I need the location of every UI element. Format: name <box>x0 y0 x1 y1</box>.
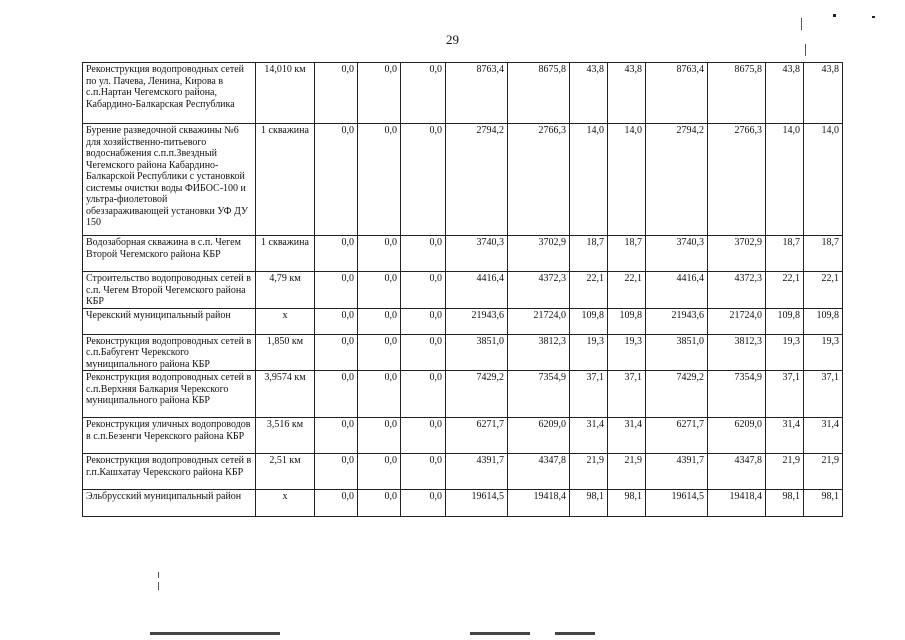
value-cell: 4372,3 <box>708 272 766 309</box>
value-cell: 6209,0 <box>508 418 570 454</box>
object-name-cell: Реконструкция водопроводных сетей в с.п.Бабугент Черекского муниципального района КБР <box>83 334 256 371</box>
value-cell: 0,0 <box>315 334 358 371</box>
value-cell: 21,9 <box>804 454 843 490</box>
value-cell: 0,0 <box>358 454 401 490</box>
value-cell: 2794,2 <box>646 124 708 236</box>
value-cell: 0,0 <box>315 454 358 490</box>
value-cell: 2766,3 <box>708 124 766 236</box>
scan-mark <box>470 632 530 635</box>
table-body <box>83 63 843 517</box>
value-cell: 21,9 <box>570 454 608 490</box>
value-cell: 0,0 <box>401 272 446 309</box>
value-cell: 6271,7 <box>646 418 708 454</box>
value-cell: 0,0 <box>358 236 401 272</box>
value-cell: 43,8 <box>766 63 804 124</box>
capacity-cell: х <box>256 308 315 334</box>
capacity-cell: 14,010 км <box>256 63 315 124</box>
value-cell: 0,0 <box>358 308 401 334</box>
value-cell: 21724,0 <box>508 308 570 334</box>
capacity-cell: 2,51 км <box>256 454 315 490</box>
value-cell: 14,0 <box>766 124 804 236</box>
value-cell: 4347,8 <box>708 454 766 490</box>
scan-mark <box>150 632 280 635</box>
value-cell: 0,0 <box>358 371 401 418</box>
value-cell: 3812,3 <box>708 334 766 371</box>
value-cell: 0,0 <box>315 124 358 236</box>
value-cell: 19,3 <box>766 334 804 371</box>
value-cell: 0,0 <box>358 124 401 236</box>
value-cell: 4391,7 <box>446 454 508 490</box>
value-cell: 0,0 <box>358 334 401 371</box>
value-cell: 22,1 <box>608 272 646 309</box>
value-cell: 19,3 <box>570 334 608 371</box>
value-cell: 0,0 <box>401 454 446 490</box>
capacity-cell: 1 скважина <box>256 236 315 272</box>
value-cell: 109,8 <box>570 308 608 334</box>
table-row <box>83 272 843 309</box>
value-cell: 0,0 <box>401 490 446 517</box>
value-cell: 3851,0 <box>646 334 708 371</box>
value-cell: 98,1 <box>766 490 804 517</box>
value-cell: 21943,6 <box>646 308 708 334</box>
value-cell: 0,0 <box>315 63 358 124</box>
value-cell: 98,1 <box>608 490 646 517</box>
value-cell: 0,0 <box>358 418 401 454</box>
table-row <box>83 334 843 371</box>
scan-mark <box>555 632 595 635</box>
value-cell: 8763,4 <box>646 63 708 124</box>
object-name-cell: Бурение разведочной скважины №6 для хозяйственно-питьевого водоснабжения с.п.п.Звездный Чегемского района Кабардино-Балкарской Республики с установкой системы очистки воды ФИБОС-100 и ультра-фиолетовой обеззараживающей установки УФ ДУ 150 <box>83 124 256 236</box>
value-cell: 0,0 <box>315 490 358 517</box>
value-cell: 4391,7 <box>646 454 708 490</box>
scan-mark <box>158 572 159 578</box>
value-cell: 0,0 <box>401 418 446 454</box>
object-name-cell: Реконструкция уличных водопроводов в с.п.Безенги Черекского района КБР <box>83 418 256 454</box>
value-cell: 109,8 <box>608 308 646 334</box>
value-cell: 0,0 <box>315 272 358 309</box>
value-cell: 43,8 <box>804 63 843 124</box>
value-cell: 31,4 <box>608 418 646 454</box>
value-cell: 6209,0 <box>708 418 766 454</box>
value-cell: 4372,3 <box>508 272 570 309</box>
value-cell: 22,1 <box>804 272 843 309</box>
value-cell: 0,0 <box>401 308 446 334</box>
value-cell: 4416,4 <box>446 272 508 309</box>
value-cell: 4347,8 <box>508 454 570 490</box>
capacity-cell: х <box>256 490 315 517</box>
value-cell: 3702,9 <box>708 236 766 272</box>
capacity-cell: 4,79 км <box>256 272 315 309</box>
value-cell: 3740,3 <box>446 236 508 272</box>
value-cell: 8675,8 <box>708 63 766 124</box>
table-row <box>83 418 843 454</box>
object-name-cell: Реконструкция водопроводных сетей в г.п.Кашхатау Черекского района КБР <box>83 454 256 490</box>
scan-mark <box>158 582 159 590</box>
value-cell: 18,7 <box>804 236 843 272</box>
value-cell: 18,7 <box>570 236 608 272</box>
value-cell: 6271,7 <box>446 418 508 454</box>
value-cell: 21,9 <box>766 454 804 490</box>
budget-table <box>82 62 843 517</box>
scan-mark <box>805 44 806 56</box>
value-cell: 19614,5 <box>646 490 708 517</box>
value-cell: 7354,9 <box>708 371 766 418</box>
value-cell: 37,1 <box>804 371 843 418</box>
value-cell: 31,4 <box>570 418 608 454</box>
object-name-cell: Водозаборная скважина в с.п. Чегем Второй Чегемского района КБР <box>83 236 256 272</box>
object-name-cell: Строительство водопроводных сетей в с.п. Чегем Второй Чегемского района КБР <box>83 272 256 309</box>
value-cell: 0,0 <box>358 63 401 124</box>
value-cell: 109,8 <box>804 308 843 334</box>
scan-mark <box>801 18 802 30</box>
table-row <box>83 371 843 418</box>
object-name-cell: Черекский муниципальный район <box>83 308 256 334</box>
value-cell: 0,0 <box>401 63 446 124</box>
table-row <box>83 308 843 334</box>
value-cell: 0,0 <box>315 418 358 454</box>
value-cell: 19,3 <box>804 334 843 371</box>
table-row <box>83 63 843 124</box>
object-name-cell: Эльбрусский муниципальный район <box>83 490 256 517</box>
value-cell: 21724,0 <box>708 308 766 334</box>
value-cell: 7429,2 <box>646 371 708 418</box>
value-cell: 3812,3 <box>508 334 570 371</box>
value-cell: 7354,9 <box>508 371 570 418</box>
scan-mark <box>833 14 836 17</box>
value-cell: 37,1 <box>608 371 646 418</box>
value-cell: 3851,0 <box>446 334 508 371</box>
value-cell: 19418,4 <box>508 490 570 517</box>
value-cell: 2794,2 <box>446 124 508 236</box>
table-row <box>83 236 843 272</box>
table-row <box>83 490 843 517</box>
value-cell: 31,4 <box>804 418 843 454</box>
value-cell: 0,0 <box>315 371 358 418</box>
value-cell: 22,1 <box>570 272 608 309</box>
capacity-cell: 1,850 км <box>256 334 315 371</box>
value-cell: 3740,3 <box>646 236 708 272</box>
value-cell: 2766,3 <box>508 124 570 236</box>
value-cell: 21,9 <box>608 454 646 490</box>
capacity-cell: 3,9574 км <box>256 371 315 418</box>
value-cell: 98,1 <box>570 490 608 517</box>
value-cell: 0,0 <box>358 490 401 517</box>
scan-mark <box>872 16 875 18</box>
table-row <box>83 454 843 490</box>
value-cell: 0,0 <box>401 334 446 371</box>
value-cell: 4416,4 <box>646 272 708 309</box>
value-cell: 19418,4 <box>708 490 766 517</box>
value-cell: 14,0 <box>608 124 646 236</box>
value-cell: 0,0 <box>401 124 446 236</box>
value-cell: 8675,8 <box>508 63 570 124</box>
value-cell: 31,4 <box>766 418 804 454</box>
value-cell: 0,0 <box>315 308 358 334</box>
value-cell: 21943,6 <box>446 308 508 334</box>
value-cell: 18,7 <box>766 236 804 272</box>
value-cell: 0,0 <box>315 236 358 272</box>
capacity-cell: 3,516 км <box>256 418 315 454</box>
value-cell: 7429,2 <box>446 371 508 418</box>
value-cell: 0,0 <box>358 272 401 309</box>
value-cell: 37,1 <box>570 371 608 418</box>
value-cell: 8763,4 <box>446 63 508 124</box>
value-cell: 0,0 <box>401 371 446 418</box>
value-cell: 22,1 <box>766 272 804 309</box>
value-cell: 19,3 <box>608 334 646 371</box>
capacity-cell: 1 скважина <box>256 124 315 236</box>
value-cell: 18,7 <box>608 236 646 272</box>
value-cell: 37,1 <box>766 371 804 418</box>
table-row <box>83 124 843 236</box>
value-cell: 3702,9 <box>508 236 570 272</box>
value-cell: 43,8 <box>570 63 608 124</box>
value-cell: 14,0 <box>570 124 608 236</box>
value-cell: 43,8 <box>608 63 646 124</box>
value-cell: 14,0 <box>804 124 843 236</box>
value-cell: 98,1 <box>804 490 843 517</box>
object-name-cell: Реконструкция водопроводных сетей по ул. Пачева, Ленина, Кирова в с.п.Нартан Чегемского района, Кабардино-Балкарская Республика <box>83 63 256 124</box>
value-cell: 109,8 <box>766 308 804 334</box>
object-name-cell: Реконструкция водопроводных сетей в с.п.Верхняя Балкария Черекского муниципального района КБР <box>83 371 256 418</box>
value-cell: 0,0 <box>401 236 446 272</box>
page-number: 29 <box>446 32 459 47</box>
value-cell: 19614,5 <box>446 490 508 517</box>
